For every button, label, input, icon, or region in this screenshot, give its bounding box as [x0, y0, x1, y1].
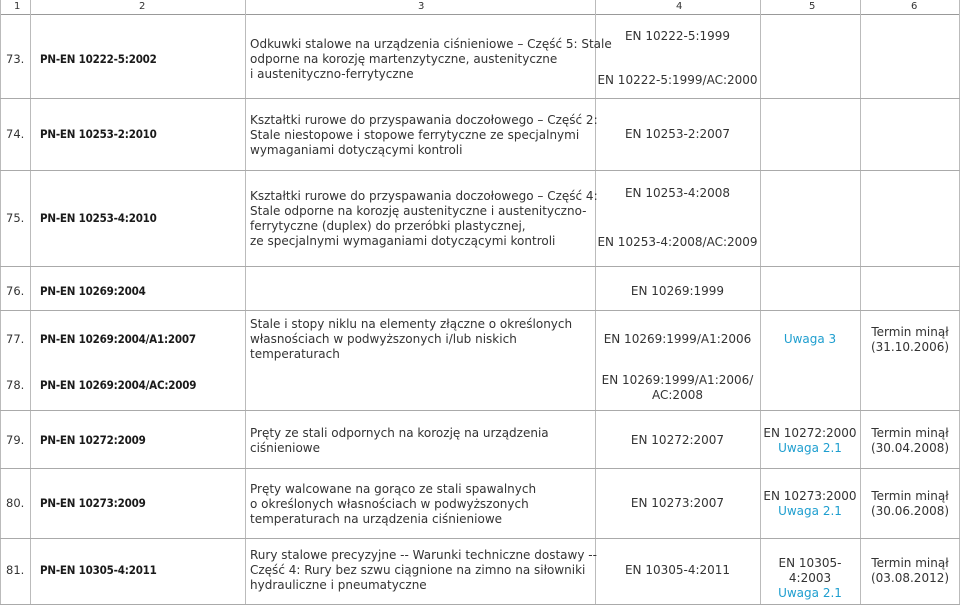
en-reference: EN 10253-4:2008/AC:2009	[597, 235, 758, 249]
standard-number: PN-EN 10273:2009	[40, 496, 146, 510]
column-header-1: 1	[14, 1, 21, 12]
row-number: 74.	[6, 127, 25, 141]
column-header-6: 6	[911, 1, 918, 12]
deadline-status: Termin minął (03.08.2012)	[870, 556, 950, 585]
row-number: 76.	[6, 284, 25, 298]
standard-title: Kształtki rurowe do przyspawania doczołowego – Część 4: Stale odporne na korozję austenityczne i austenityczno- ferrytyczne (duplex) do przeróbki plastycznej, ze specjalnymi wymaganiami dotyczącymi kontroli	[250, 189, 598, 248]
standard-number: PN-EN 10222-5:2002	[40, 52, 157, 66]
en-reference: EN 10269:1999/A1:2006	[603, 332, 752, 346]
row-divider	[0, 310, 960, 311]
note-link[interactable]: Uwaga 2.1	[778, 586, 842, 600]
en-reference: EN 10222-5:1999	[624, 29, 731, 43]
row-number: 75.	[6, 211, 25, 225]
standard-number: PN-EN 10253-4:2010	[40, 211, 157, 225]
column-header-5: 5	[809, 1, 816, 12]
row-divider	[0, 538, 960, 539]
grid-line	[30, 0, 31, 605]
row-number: 78.	[6, 378, 25, 392]
grid-line	[595, 0, 596, 605]
en-reference: EN 10253-4:2008	[624, 186, 731, 200]
replaced-standard: EN 10272:2000 Uwaga 2.1	[760, 426, 860, 456]
row-number: 79.	[6, 433, 25, 447]
en-reference: EN 10272:2007	[630, 433, 725, 447]
standard-title: Kształtki rurowe do przyspawania doczołowego – Część 2: Stale niestopowe i stopowe ferrytyczne ze specjalnymi wymaganiami dotyczącymi kontroli	[250, 113, 598, 157]
row-number: 80.	[6, 496, 25, 510]
standard-title: Stale i stopy niklu na elementy złączne o określonych własnościach w podwyższonych i/lub niskich temperaturach	[250, 317, 573, 361]
grid-line	[245, 0, 246, 605]
row-divider	[0, 98, 960, 99]
row-number: 73.	[6, 52, 25, 66]
deadline-status: Termin minął (30.06.2008)	[870, 489, 950, 518]
column-header-4: 4	[676, 1, 683, 12]
column-header-3: 3	[418, 1, 425, 12]
standard-number: PN-EN 10305-4:2011	[40, 563, 157, 577]
row-number: 81.	[6, 563, 25, 577]
standard-number: PN-EN 10269:2004	[40, 284, 146, 298]
deadline-status: Termin minął (30.04.2008)	[870, 426, 950, 455]
replaced-standard: EN 10273:2000 Uwaga 2.1	[760, 489, 860, 519]
standard-title: Odkuwki stalowe na urządzenia ciśnieniowe – Część 5: Stale odporne na korozję martenzytyczne, austenityczne i austenityczno-ferrytyczne	[250, 37, 612, 81]
note-link[interactable]: Uwaga 2.1	[778, 441, 842, 455]
deadline-status: Termin minął (31.10.2006)	[870, 325, 950, 354]
en-reference: EN 10253-2:2007	[624, 127, 731, 141]
standard-number: PN-EN 10269:2004/AC:2009	[40, 378, 197, 392]
row-divider	[0, 266, 960, 267]
replaced-standard: EN 10305-4:2003 Uwaga 2.1	[760, 556, 860, 601]
en-reference: EN 10222-5:1999/AC:2000	[597, 73, 758, 87]
en-reference: EN 10269:1999/A1:2006/ AC:2008	[601, 373, 754, 402]
note-link[interactable]: Uwaga 3	[783, 332, 837, 346]
standard-title: Rury stalowe precyzyjne -- Warunki techniczne dostawy -- Część 4: Rury bez szwu ciągnione na zimno na siłowniki hydrauliczne i pneumatyczne	[250, 548, 597, 592]
standard-title: Pręty walcowane na gorąco ze stali spawalnych o określonych własnościach w podwyższonych temperaturach na urządzenia ciśnieniowe	[250, 482, 537, 526]
standard-number: PN-EN 10253-2:2010	[40, 127, 157, 141]
standard-number: PN-EN 10269:2004/A1:2007	[40, 332, 196, 346]
row-number: 77.	[6, 332, 25, 346]
column-header-row	[0, 0, 960, 15]
standard-number: PN-EN 10272:2009	[40, 433, 146, 447]
en-reference: EN 10269:1999	[630, 284, 725, 298]
en-reference: EN 10305-4:2011	[624, 563, 731, 577]
column-header-2: 2	[139, 1, 146, 12]
row-divider	[0, 410, 960, 411]
grid-line	[0, 0, 1, 605]
row-divider	[0, 468, 960, 469]
note-link[interactable]: Uwaga 2.1	[778, 504, 842, 518]
en-reference: EN 10273:2007	[630, 496, 725, 510]
row-divider	[0, 170, 960, 171]
standard-title: Pręty ze stali odpornych na korozję na urządzenia ciśnieniowe	[250, 426, 549, 455]
